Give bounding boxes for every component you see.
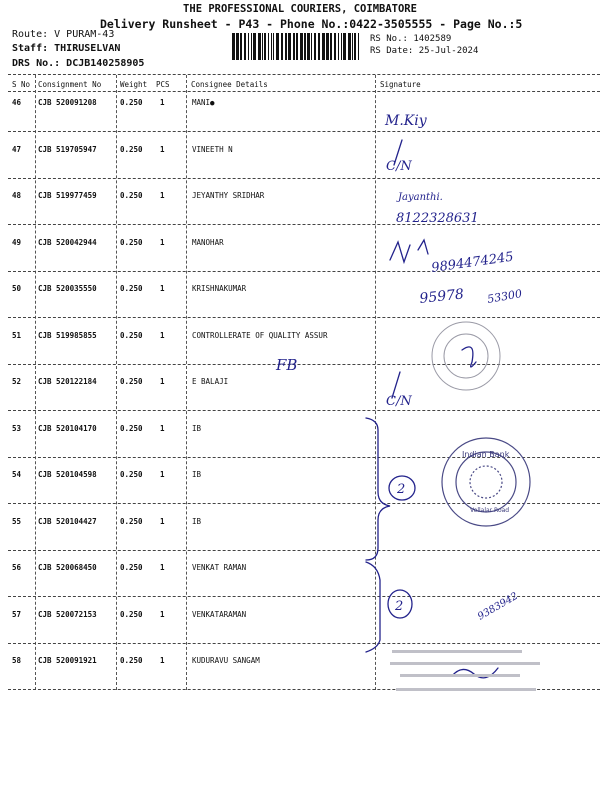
bank-stamp-name: Indian Bank — [462, 450, 510, 459]
signature-49-phone: 9894474245 — [430, 249, 515, 276]
cell-sno: 53 — [12, 423, 22, 433]
cell-consignment: CJB 519985855 — [38, 330, 97, 340]
cell-weight: 0.250 — [120, 656, 143, 665]
cell-consignment: CJB 519705947 — [38, 144, 97, 154]
cell-pcs: 1 — [160, 284, 165, 293]
signature-stroke-49b — [418, 240, 428, 254]
staff-label: Staff: THIRUSELVAN — [12, 43, 121, 54]
signature-48-name: Jayanthi. — [398, 192, 443, 203]
col-header-signature: Signature — [380, 80, 421, 89]
cell-pcs: 1 — [160, 330, 165, 340]
cell-consignment: CJB 520104598 — [38, 470, 97, 479]
cell-consignee: KRISHNAKUMAR — [192, 284, 247, 293]
cell-sno: 57 — [12, 609, 22, 619]
signature-57-phone: 9383942 — [476, 590, 521, 623]
cell-sno: 54 — [12, 470, 22, 479]
route-label: Route: V PURAM-43 — [12, 29, 115, 40]
cell-pcs: 1 — [160, 237, 165, 247]
signature-52: C/N — [386, 394, 412, 409]
cell-consignee: MANOHAR — [192, 237, 224, 247]
cell-consignee: MANI● — [192, 98, 215, 107]
cell-sno: 51 — [12, 330, 22, 340]
cell-consignee: VINEETH N — [192, 144, 233, 154]
cell-consignee: VENKATARAMAN — [192, 609, 247, 619]
cell-consignment: CJB 520035550 — [38, 284, 97, 293]
cell-sno: 48 — [12, 191, 22, 200]
round-stamp-51 — [432, 322, 500, 390]
cell-pcs: 1 — [160, 423, 165, 433]
cell-consignment: CJB 519977459 — [38, 191, 97, 200]
cell-consignment: CJB 520091208 — [38, 98, 97, 107]
cell-consignee: CONTROLLERATE OF QUALITY ASSUR — [192, 330, 328, 340]
cell-weight: 0.250 — [120, 98, 143, 107]
cell-pcs: 1 — [160, 377, 165, 386]
bank-stamp-branch: Vellalar Road — [470, 507, 510, 514]
cell-weight: 0.250 — [120, 516, 143, 526]
drs-number: DRS No.: DCJB140258905 — [12, 58, 145, 69]
cell-pcs: 1 — [160, 563, 165, 572]
cell-sno: 55 — [12, 516, 22, 526]
cell-consignment: CJB 520072153 — [38, 609, 97, 619]
col-header-consignment: Consignment No — [38, 80, 102, 89]
cell-pcs: 1 — [160, 609, 165, 619]
col-header-sno: S No — [12, 80, 31, 89]
cell-consignment: CJB 520068450 — [38, 563, 97, 572]
group-count-56-57: 2 — [395, 599, 404, 614]
cell-sno: 46 — [12, 98, 22, 107]
runsheet-title: Delivery Runsheet - P43 - Phone No.:0422-3505555 - Page No.:5 — [100, 17, 523, 31]
signature-46: M.Kiy — [385, 113, 427, 129]
bracket-rows-56-57 — [366, 562, 380, 652]
group-count-53-55: 2 — [397, 482, 406, 497]
cell-weight: 0.250 — [120, 284, 143, 293]
cell-sno: 47 — [12, 144, 22, 154]
rs-number: RS No.: 1402589 — [370, 34, 452, 44]
cell-sno: 49 — [12, 237, 22, 247]
cell-weight: 0.250 — [120, 423, 143, 433]
cell-pcs: 1 — [160, 656, 165, 665]
cell-sno: 58 — [12, 656, 22, 665]
cell-consignment: CJB 520091921 — [38, 656, 97, 665]
rs-date: RS Date: 25-Jul-2024 — [370, 46, 479, 56]
cell-pcs: 1 — [160, 191, 165, 200]
cell-consignee: JEYANTHY SRIDHAR — [192, 191, 265, 200]
signature-47: C/N — [386, 159, 412, 174]
cell-weight: 0.250 — [120, 144, 143, 154]
cell-consignee: IB — [192, 470, 202, 479]
faded-stamp-58 — [390, 650, 540, 691]
col-header-pcs: PCS — [156, 80, 170, 89]
signature-50-phone2: 53300 — [486, 287, 523, 306]
company-title: THE PROFESSIONAL COURIERS, COIMBATORE — [183, 3, 417, 15]
cell-sno: 50 — [12, 284, 22, 293]
cell-sno: 56 — [12, 563, 22, 572]
cell-consignment: CJB 520104427 — [38, 516, 97, 526]
col-header-consignee: Consignee Details — [191, 80, 268, 89]
cell-weight: 0.250 — [120, 470, 143, 479]
cell-pcs: 1 — [160, 144, 165, 154]
cell-consignment: CJB 520042944 — [38, 237, 97, 247]
cell-weight: 0.250 — [120, 330, 143, 340]
cell-consignee: VENKAT RAMAN — [192, 563, 247, 572]
signature-stroke-51 — [462, 347, 476, 367]
signature-stroke-49 — [390, 242, 410, 262]
cell-sno: 52 — [12, 377, 22, 386]
cell-weight: 0.250 — [120, 237, 143, 247]
cell-consignee: IB — [192, 516, 202, 526]
cell-weight: 0.250 — [120, 377, 143, 386]
cell-weight: 0.250 — [120, 609, 143, 619]
fb-note: FB — [276, 356, 298, 374]
cell-consignment: CJB 520104170 — [38, 423, 97, 433]
cell-consignment: CJB 520122184 — [38, 377, 97, 386]
cell-pcs: 1 — [160, 516, 165, 526]
cell-consignee: KUDURAVU SANGAM — [192, 656, 260, 665]
cell-pcs: 1 — [160, 98, 165, 107]
cell-consignee: IB — [192, 423, 202, 433]
signature-50-phone1: 95978 — [418, 286, 465, 307]
cell-consignee: E BALAJI — [192, 377, 229, 386]
cell-weight: 0.250 — [120, 563, 143, 572]
cell-weight: 0.250 — [120, 191, 143, 200]
bracket-rows-53-55 — [366, 418, 390, 560]
cell-pcs: 1 — [160, 470, 165, 479]
signature-48-phone: 8122328631 — [396, 211, 479, 226]
col-header-weight: Weight — [120, 80, 148, 89]
